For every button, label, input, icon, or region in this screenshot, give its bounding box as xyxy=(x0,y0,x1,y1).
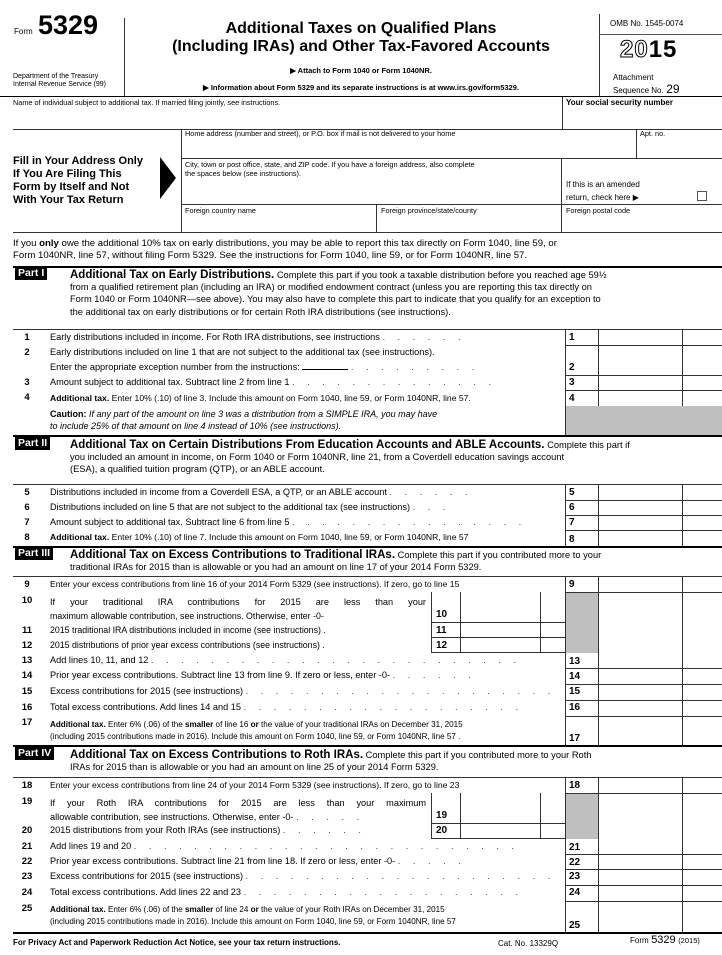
line-15-amount[interactable] xyxy=(599,685,682,699)
fill-note-line4: With Your Tax Return xyxy=(13,194,124,206)
part2-title: Additional Tax on Certain Distributions From Education Accounts and ABLE Accounts. xyxy=(70,439,545,451)
name-label: Name of individual subject to additional tax. If married filing jointly, see instructions. xyxy=(13,98,281,107)
header-divider-right xyxy=(599,14,600,96)
address-left-divider xyxy=(181,129,182,232)
col-rule-amount xyxy=(598,576,599,745)
line-6-text: Distributions included on line 5 that are not subject to the additional tax (see instructions) . . . xyxy=(50,502,451,512)
line-17-box: 17 xyxy=(569,733,581,744)
line-24-label: Total excess contributions. Add lines 22 and 23 xyxy=(50,887,242,897)
line-4-number: 4 xyxy=(24,392,30,403)
line-17-c: the value of your traditional IRAs on December 31, 2015 xyxy=(258,720,463,729)
line-21-box: 21 xyxy=(569,842,581,853)
amended-divider xyxy=(561,158,562,232)
dept-line2: Internal Revenue Service (99) xyxy=(13,81,106,88)
form-header xyxy=(0,0,722,97)
line-22-box: 22 xyxy=(569,857,581,868)
line-21-number: 21 xyxy=(21,841,33,852)
line-3-box: 3 xyxy=(569,377,575,388)
attach-instruction: ▶ Attach to Form 1040 or Form 1040NR. xyxy=(290,66,432,75)
line-20-box: 20 xyxy=(436,825,448,836)
foreign-province-label: Foreign province/state/county xyxy=(381,206,477,215)
line-18-amount[interactable] xyxy=(599,778,682,793)
col-rule-box xyxy=(565,777,566,932)
line-15-text: Excess contributions for 2015 (see instructions) . . . . . . . . . . . . . . . . . . . . . xyxy=(50,686,556,696)
line-13-label: Add lines 10, 11, and 12 xyxy=(50,655,149,665)
line-1-amount[interactable] xyxy=(599,330,682,345)
line-14-text: Prior year excess contributions. Subtract line 13 from line 9. If zero or less, enter -0- . . . . . . xyxy=(50,670,476,680)
line-6-box: 6 xyxy=(569,502,575,513)
col-rule-cents xyxy=(682,777,683,932)
line-7-box: 7 xyxy=(569,517,575,528)
amended-return-checkbox[interactable] xyxy=(697,191,707,201)
inner-col-rule-box xyxy=(431,793,432,838)
part3-line1 xyxy=(70,549,722,561)
line-10-amount[interactable] xyxy=(461,593,540,622)
line-22-number: 22 xyxy=(21,856,33,867)
intro-line2: Form 1040NR, line 57, without filing Form 5329. See the instructions for Form 1040, line 59, or for Form 1040NR, line 57. xyxy=(13,250,528,261)
name-input[interactable] xyxy=(13,108,561,126)
attachment-label: Attachment xyxy=(613,73,654,82)
part1-top-rule xyxy=(13,266,722,268)
part2-line1 xyxy=(70,439,722,451)
line-2-number: 2 xyxy=(24,347,30,358)
part3-shade xyxy=(566,593,598,653)
intro-line1 xyxy=(13,238,722,250)
line-15-number: 15 xyxy=(21,686,33,697)
line-24-amount[interactable] xyxy=(599,886,682,901)
col-rule-amount xyxy=(598,777,599,932)
line-11-number: 11 xyxy=(21,625,33,636)
col-rule-cents xyxy=(682,576,683,745)
line-5-number: 5 xyxy=(24,487,30,498)
line-15-label: Excess contributions for 2015 (see instructions) xyxy=(50,686,244,696)
ssn-divider xyxy=(562,97,563,130)
caution-bold: Caution: xyxy=(50,409,87,419)
line-8-text xyxy=(50,532,562,542)
line-7-text: Amount subject to additional tax. Subtract line 6 from line 5 . . . . . . . . . . . . . . . . xyxy=(50,517,527,527)
line-9-number: 9 xyxy=(24,579,30,590)
line-10-number: 10 xyxy=(21,595,33,606)
amended-label xyxy=(566,178,640,204)
line-11-text: 2015 traditional IRA distributions included in income (see instructions) . xyxy=(50,625,326,635)
info-instruction: ▶ Information about Form 5329 and its separate instructions is at www.irs.gov/form5329. xyxy=(203,83,519,92)
line-23-amount[interactable] xyxy=(599,870,682,884)
line-5-text: Distributions included in income from a Coverdell ESA, a QTP, or an ABLE account . . . . . . xyxy=(50,487,473,497)
line-19-amount[interactable] xyxy=(461,794,540,823)
part3-top-rule xyxy=(13,546,722,548)
line-25-box: 25 xyxy=(569,920,581,931)
line-23-text: Excess contributions for 2015 (see instructions) . . . . . . . . . . . . . . . . . . . . . xyxy=(50,871,556,881)
line-7-label: Amount subject to additional tax. Subtract line 6 from line 5 xyxy=(50,517,290,527)
line-25-amount[interactable] xyxy=(599,902,682,932)
line-4-label: Enter 10% (.10) of line 3. Include this amount on Form 1040, line 59, or Form 1040NR, line 57. xyxy=(109,393,471,403)
home-address-rule xyxy=(181,158,722,159)
part1-tag: Part I xyxy=(15,267,47,280)
line-18-box: 18 xyxy=(569,780,581,791)
line-14-amount[interactable] xyxy=(599,669,682,684)
line-19-label2: allowable contribution, see instructions. Otherwise, enter -0- xyxy=(50,812,294,822)
line-16-amount[interactable] xyxy=(599,701,682,715)
line-1-text: Early distributions included in income. For Roth IRA distributions, see instructions . . . . . . xyxy=(50,332,466,342)
line-17-bold: Additional tax. xyxy=(50,720,106,729)
line-14-label: Prior year excess contributions. Subtract line 13 from line 9. If zero or less, enter -0- xyxy=(50,670,391,680)
caution-text2: to include 25% of that amount on line 4 instead of 10% (see instructions). xyxy=(50,421,342,431)
line-18-text: Enter your excess contributions from line 24 of your 2014 Form 5329 (see instructions). If zero, go to line 23 xyxy=(50,780,460,790)
part2-tag: Part II xyxy=(15,437,50,450)
line-20-label: 2015 distributions from your Roth IRAs (see instructions) xyxy=(50,825,281,835)
line-24-text: Total excess contributions. Add lines 22 and 23 . . . . . . . . . . . . . . . . . . . xyxy=(50,887,524,897)
line-8-number: 8 xyxy=(24,532,30,543)
line-12-number: 12 xyxy=(21,640,33,651)
year-outline: 20 xyxy=(620,36,649,63)
part4-header xyxy=(70,749,722,773)
line-21-amount[interactable] xyxy=(599,839,682,854)
footer-form-word: Form xyxy=(630,936,649,945)
col-rule-amount xyxy=(598,329,599,406)
line-1-number: 1 xyxy=(24,332,30,343)
part1-text4: the additional tax on early distributions or for certain Roth IRA distributions (see instructions). xyxy=(70,306,451,317)
part3-title: Additional Tax on Excess Contributions to Traditional IRAs. xyxy=(70,549,396,561)
line-8-bold: Additional tax. xyxy=(50,532,110,542)
foreign-country-label: Foreign country name xyxy=(185,206,256,215)
header-divider-left xyxy=(124,18,125,96)
line-10-text2: maximum allowable contribution, see instructions. Otherwise, enter -0- xyxy=(50,611,324,621)
line-4-box: 4 xyxy=(569,393,575,404)
line-3-amount[interactable] xyxy=(599,376,682,390)
part4-text2: IRAs for 2015 than is allowable or you had an amount on line 25 of your 2014 Form 5329. xyxy=(70,762,439,773)
line-13-box: 13 xyxy=(569,656,581,667)
line-7-number: 7 xyxy=(24,517,30,528)
part4-text1: Complete this part if you contributed more to your Roth xyxy=(365,750,592,760)
line-17-number: 17 xyxy=(21,717,33,728)
part2-header xyxy=(70,439,722,476)
line-25-line2: (including 2015 contributions made in 2016). Include this amount on Form 1040, line 59, or Form 1040NR, line 57 xyxy=(50,917,456,926)
line-12-amount[interactable] xyxy=(461,638,540,652)
dept-line1: Department of the Treasury xyxy=(13,73,99,80)
col-rule-box xyxy=(565,329,566,435)
part2-text3: (ESA), a qualified tuition program (QTP), or an ABLE account. xyxy=(70,464,325,475)
part1-header xyxy=(70,269,720,318)
line-14-box: 14 xyxy=(569,671,581,682)
inner-col-rule-amount xyxy=(460,592,461,652)
foreign-postal-label: Foreign postal code xyxy=(566,206,631,215)
line-3-number: 3 xyxy=(24,377,30,388)
line-19-text2: allowable contribution, see instructions. Otherwise, enter -0- . . . . . xyxy=(50,812,365,822)
line-2-box: 2 xyxy=(569,362,575,373)
line-19-text1: If your Roth IRA contributions for 2015 are less than your maximum xyxy=(50,798,426,808)
apt-divider xyxy=(636,129,637,158)
intro-bold: only xyxy=(39,238,59,249)
col-rule-cents xyxy=(682,329,683,406)
line-5-box: 5 xyxy=(569,487,575,498)
line-10-text1: If your traditional IRA contributions for 2015 are less than your xyxy=(50,597,426,607)
line-10-text xyxy=(50,595,426,623)
rule xyxy=(431,838,565,839)
city-label-line1: City, town or post office, state, and ZIP code. If you have a foreign address, also complete xyxy=(185,160,475,169)
line-17-bold2: smaller xyxy=(184,720,214,729)
line-20-text: 2015 distributions from your Roth IRAs (see instructions) . . . . . . xyxy=(50,825,366,835)
fill-address-note xyxy=(13,155,143,207)
caution-text1: If any part of the amount on line 3 was a distribution from a SIMPLE IRA, you may have xyxy=(86,409,438,419)
line-6-label: Distributions included on line 5 that are not subject to the additional tax (see instructions) xyxy=(50,502,411,512)
line-25-c: the value of your Roth IRAs on December 31, 2015 xyxy=(258,905,445,914)
line-6-number: 6 xyxy=(24,502,30,513)
line-20-number: 20 xyxy=(21,825,33,836)
line-4-amount[interactable] xyxy=(599,391,682,406)
privacy-notice: For Privacy Act and Paperwork Reduction Act Notice, see your tax return instructions. xyxy=(13,938,341,947)
omb-number: OMB No. 1545-0074 xyxy=(610,19,684,28)
intro-post: owe the additional 10% tax on early distributions, you may be able to report this tax directly on Form 1040, line 59, or xyxy=(58,238,557,249)
line-25-number: 25 xyxy=(21,903,33,914)
header-bottom-rule xyxy=(0,96,722,97)
line-2-text1: Early distributions included on line 1 that are not subject to the additional tax (see instructions). xyxy=(50,347,435,357)
line-12-box: 12 xyxy=(436,640,448,651)
line-17-b: of line 16 xyxy=(213,720,251,729)
col-rule-box xyxy=(565,576,566,745)
foreign-country-input[interactable] xyxy=(185,216,375,231)
sequence-number: 29 xyxy=(666,82,680,96)
line-22-amount[interactable] xyxy=(599,855,682,869)
line-15-box: 15 xyxy=(569,686,581,697)
line-7-amount[interactable] xyxy=(599,516,682,530)
part1-title: Additional Tax on Early Distributions. xyxy=(70,269,275,281)
foreign-postal-input[interactable] xyxy=(566,216,720,231)
line-13-text: Add lines 10, 11, and 12 . . . . . . . . . . . . . . . . . . . . . . . . . xyxy=(50,655,522,665)
inner-col-rule-box xyxy=(431,592,432,652)
city-input[interactable] xyxy=(185,180,560,202)
line-25-bold: Additional tax. xyxy=(50,905,106,914)
fill-note-line2: If You Are Filing This xyxy=(13,168,122,180)
caution-shade xyxy=(565,406,722,435)
part3-tag: Part III xyxy=(15,547,53,560)
line-14-number: 14 xyxy=(21,670,33,681)
line-6-amount[interactable] xyxy=(599,501,682,515)
line-5-amount[interactable] xyxy=(599,485,682,500)
intro-pre: If you xyxy=(13,238,40,249)
line-23-label: Excess contributions for 2015 (see instructions) xyxy=(50,871,244,881)
line-13-number: 13 xyxy=(21,655,33,666)
line-8-box: 8 xyxy=(569,534,575,545)
part4-title: Additional Tax on Excess Contributions to Roth IRAs. xyxy=(70,749,364,761)
amended-line2: return, check here ▶ xyxy=(566,193,639,202)
part2-text2: you included an amount in income, on Form 1040 or Form 1040NR, line 21, from a Coverdell education savings account xyxy=(70,452,565,463)
col-rule-cents xyxy=(682,484,683,546)
exception-number-input[interactable] xyxy=(302,369,348,370)
apt-input[interactable] xyxy=(640,139,720,157)
line-25-bold2: smaller xyxy=(184,905,214,914)
part3-text2: traditional IRAs for 2015 than is allowable or you had an amount on line 17 of your 2014 Form 5329. xyxy=(70,562,482,573)
line-10-box: 10 xyxy=(436,609,448,620)
tax-year xyxy=(620,36,677,64)
line-25-bold3: or xyxy=(250,905,259,914)
line-5-label: Distributions included in income from a Coverdell ESA, a QTP, or an ABLE account xyxy=(50,487,387,497)
line-21-text: Add lines 19 and 20 . . . . . . . . . . . . . . . . . . . . . . . . . . xyxy=(50,841,519,851)
form-bottom-rule xyxy=(13,932,722,934)
inner-col-rule-cents xyxy=(540,793,541,838)
line-1-box: 1 xyxy=(569,332,575,343)
line-17-a: Enter 6% (.06) of the xyxy=(105,720,185,729)
footer-form-number: 5329 xyxy=(651,934,676,946)
line-13-amount[interactable] xyxy=(599,653,682,668)
rule xyxy=(431,652,565,653)
line-3-label: Amount subject to additional tax. Subtract line 2 from line 1 xyxy=(50,377,290,387)
caution-note xyxy=(50,408,562,432)
line-23-box: 23 xyxy=(569,871,581,882)
omb-divider xyxy=(599,34,722,35)
home-address-label: Home address (number and street), or P.O. box if mail is not delivered to your home xyxy=(185,129,456,138)
caution-line1 xyxy=(50,408,562,420)
line-24-box: 24 xyxy=(569,887,581,898)
line-1-label: Early distributions included in income. For Roth IRA distributions, see instructions xyxy=(50,332,380,342)
foreign-province-input[interactable] xyxy=(381,216,559,231)
line-2-label: Enter the appropriate exception number from the instructions: xyxy=(50,362,300,372)
line-19-text xyxy=(50,796,426,824)
line-16-box: 16 xyxy=(569,702,581,713)
apt-label: Apt. no. xyxy=(640,129,666,138)
line-19-number: 19 xyxy=(21,796,33,807)
col-rule-box xyxy=(565,484,566,546)
catalog-number: Cat. No. 13329Q xyxy=(498,939,559,948)
attachment-sequence xyxy=(613,74,680,96)
fill-note-line1: Fill in Your Address Only xyxy=(13,155,143,167)
line-17-amount[interactable] xyxy=(599,717,682,745)
form-number: 5329 xyxy=(38,10,99,40)
sequence-label: Sequence No. xyxy=(613,86,664,95)
line-17-line1 xyxy=(50,719,564,731)
line-16-number: 16 xyxy=(21,702,33,713)
line-12-text: 2015 distributions of prior year excess contributions (see instructions) . xyxy=(50,640,325,650)
line-8-label: Enter 10% (.10) of line 7. Include this amount on Form 1040, line 59, or Form 1040NR, line 57 xyxy=(109,532,469,542)
inner-col-rule-amount xyxy=(460,793,461,838)
inner-col-rule-cents xyxy=(540,592,541,652)
part3-header xyxy=(70,549,722,573)
part4-line1 xyxy=(70,749,722,761)
home-address-input[interactable] xyxy=(185,139,635,157)
line-17-line2: (including 2015 contributions made in 2016). Include this amount on Form 1040, line 59, or Form 1040NR, line 57 . xyxy=(50,732,461,741)
amended-line1: If this is an amended xyxy=(566,180,640,189)
year-bold: 15 xyxy=(648,36,678,63)
footer-form-id xyxy=(630,934,700,946)
arrow-right-icon xyxy=(160,157,176,199)
title-line1: Additional Taxes on Qualified Plans xyxy=(225,20,497,37)
line-8-amount[interactable] xyxy=(599,531,682,546)
part1-text2: from a qualified retirement plan (including an IRA) or modified endowment contract (unless you are reporting this tax directly on xyxy=(70,282,592,293)
line-24-number: 24 xyxy=(21,887,33,898)
part4-tag: Part IV xyxy=(15,747,54,760)
part2-text1: Complete this part if xyxy=(547,440,630,450)
part4-shade xyxy=(566,794,598,839)
col-rule-amount xyxy=(598,484,599,546)
line-2-amount[interactable] xyxy=(599,346,682,375)
line-3-text: Amount subject to additional tax. Subtract line 2 from line 1 . . . . . . . . . . . . . . xyxy=(50,377,497,387)
part1-line1 xyxy=(70,269,720,281)
line-9-box: 9 xyxy=(569,579,575,590)
line-19-box: 19 xyxy=(436,810,448,821)
line-25-b: of line 24 xyxy=(213,905,251,914)
part1-text1: Complete this part if you took a taxable distribution before you reached age 59½ xyxy=(276,270,607,280)
identity-bottom-rule xyxy=(13,232,722,233)
line-4-text xyxy=(50,393,562,403)
line-2-text2: Enter the appropriate exception number from the instructions: . . . . . . . . . xyxy=(50,362,480,372)
line-17-text xyxy=(50,719,564,743)
part4-top-rule xyxy=(13,745,722,747)
fill-note-line3: Form by Itself and Not xyxy=(13,181,130,193)
part3-text1: Complete this part if you contributed more to your xyxy=(397,550,602,560)
ssn-input[interactable] xyxy=(566,108,718,128)
department-label xyxy=(13,73,106,89)
form-word: Form xyxy=(14,27,33,36)
footer-form-year: (2015) xyxy=(678,936,700,945)
part1-text3: Form 1040 or Form 1040NR—see above). You may also have to complete this part to indicate that you qualify for an exception to xyxy=(70,294,601,305)
intro-note xyxy=(13,238,722,262)
line-25-line1 xyxy=(50,904,564,916)
line-9-amount[interactable] xyxy=(599,577,682,592)
line-25-a: Enter 6% (.06) of the xyxy=(105,905,185,914)
form-title xyxy=(126,20,596,56)
line-22-text: Prior year excess contributions. Subtract line 21 from line 18. If zero or less, enter -0- . . . . . xyxy=(50,856,466,866)
city-label-line2: the spaces below (see instructions). xyxy=(185,169,301,178)
line-17-bold3: or xyxy=(250,720,259,729)
line-4-bold: Additional tax. xyxy=(50,393,110,403)
line-16-text: Total excess contributions. Add lines 14 and 15 . . . . . . . . . . . . . . . . . . . xyxy=(50,702,524,712)
part2-top-rule xyxy=(13,435,722,437)
city-label xyxy=(185,160,475,178)
line-22-label: Prior year excess contributions. Subtract line 21 from line 18. If zero or less, enter -0- xyxy=(50,856,396,866)
line-20-amount[interactable] xyxy=(461,824,540,838)
line-9-text: Enter your excess contributions from line 16 of your 2014 Form 5329 (see instructions). If zero, go to line 15 xyxy=(50,579,460,589)
line-18-number: 18 xyxy=(21,780,33,791)
line-16-label: Total excess contributions. Add lines 14 and 15 xyxy=(50,702,242,712)
line-23-number: 23 xyxy=(21,871,33,882)
ssn-label: Your social security number xyxy=(566,98,673,107)
line-25-text xyxy=(50,904,564,928)
title-line2: (Including IRAs) and Other Tax-Favored Accounts xyxy=(172,38,550,55)
line-21-label: Add lines 19 and 20 xyxy=(50,841,132,851)
city-rule xyxy=(181,204,722,205)
line-11-box: 11 xyxy=(436,625,447,636)
line-11-amount[interactable] xyxy=(461,623,540,637)
foreign-province-divider xyxy=(376,204,377,232)
